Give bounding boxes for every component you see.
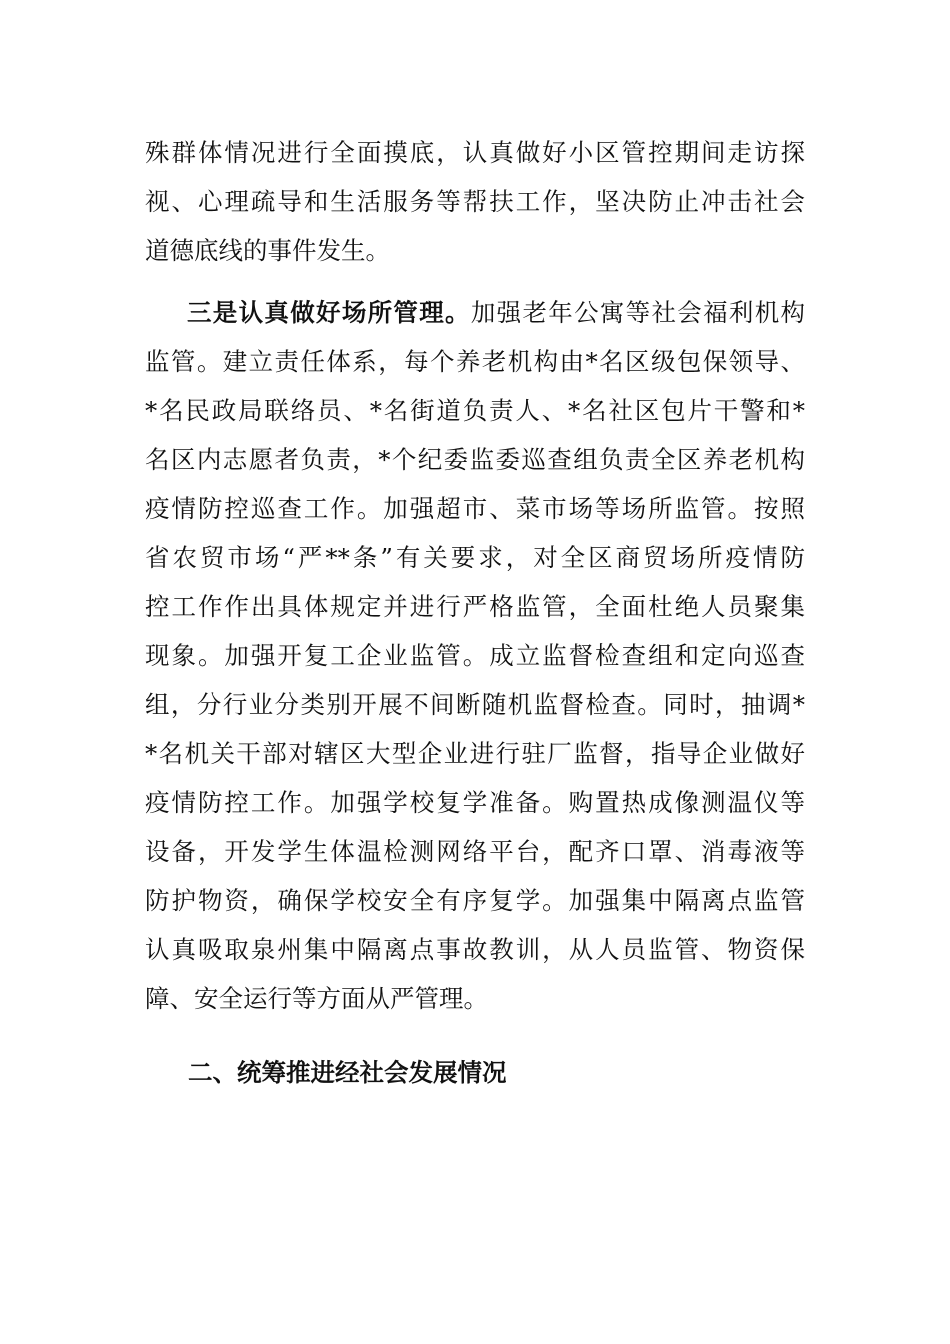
text-line: 认真吸取泉州集中隔离点事故教训，从人员监管、物资保 bbox=[145, 935, 805, 964]
paragraph-continuation bbox=[145, 128, 805, 275]
text-line-first bbox=[145, 288, 805, 337]
paragraph-lead-bold: 三是认真做好场所管理。 bbox=[187, 298, 471, 327]
text-line: 监管。建立责任体系，每个养老机构由*名区级包保领导、 bbox=[145, 347, 805, 376]
text-line: 省农贸市场“严**条”有关要求，对全区商贸场所疫情防 bbox=[145, 543, 805, 572]
text-line: 名区内志愿者负责，*个纪委监委巡查组负责全区养老机构 bbox=[145, 445, 805, 474]
text-line: 设备，开发学生体温检测网络平台，配齐口罩、消毒液等 bbox=[145, 837, 805, 866]
section-heading: 二、统筹推进经社会发展情况 bbox=[188, 1058, 507, 1087]
text-line: 现象。加强开复工企业监管。成立监督检查组和定向巡查 bbox=[145, 641, 805, 670]
paragraph-lead-rest: 加强老年公寓等社会福利机构 bbox=[470, 298, 806, 327]
text-line: 防护物资，确保学校安全有序复学。加强集中隔离点监管 bbox=[145, 886, 805, 915]
text-line: 疫情防控工作。加强学校复学准备。购置热成像测温仪等 bbox=[145, 788, 805, 817]
text-line: *名民政局联络员、*名街道负责人、*名社区包片干警和* bbox=[145, 396, 805, 425]
text-line: 视、心理疏导和生活服务等帮扶工作，坚决防止冲击社会 bbox=[145, 187, 805, 216]
text-line: 控工作作出具体规定并进行严格监管，全面杜绝人员聚集 bbox=[145, 592, 805, 621]
paragraph-venue-management bbox=[145, 288, 805, 1023]
text-line: 疫情防控巡查工作。加强超市、菜市场等场所监管。按照 bbox=[145, 494, 805, 523]
text-line: 障、安全运行等方面从严管理。 bbox=[145, 984, 488, 1013]
text-line: *名机关干部对辖区大型企业进行驻厂监督，指导企业做好 bbox=[145, 739, 805, 768]
text-line: 道德底线的事件发生。 bbox=[145, 236, 390, 265]
text-line: 组，分行业分类别开展不间断随机监督检查。同时，抽调* bbox=[145, 690, 805, 719]
text-line: 殊群体情况进行全面摸底，认真做好小区管控期间走访探 bbox=[145, 138, 805, 167]
